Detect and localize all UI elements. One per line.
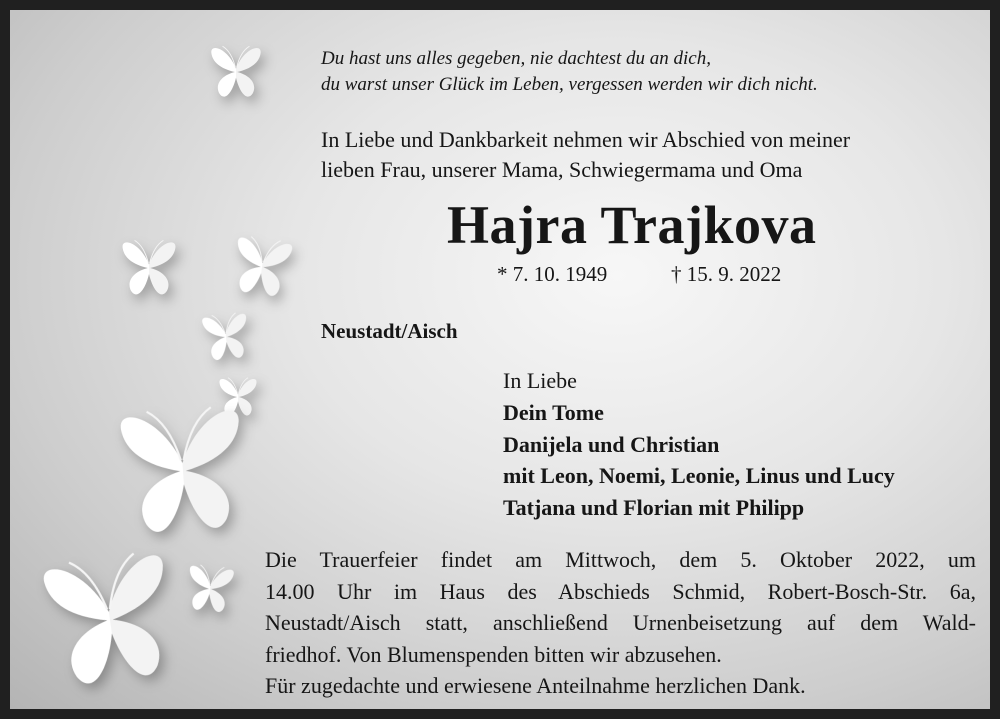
- place-name: Neustadt/Aisch: [321, 319, 458, 343]
- signature-opening: In Liebe: [503, 368, 577, 393]
- butterfly-icon: [27, 542, 192, 697]
- poem-line: Du hast uns alles gegeben, nie dachtest du an dich,: [321, 48, 711, 69]
- signature-block: [503, 365, 895, 524]
- service-line: 14.00 Uhr im Haus des Abschieds Schmid, Robert-Bosch-Str. 6a,: [265, 578, 976, 604]
- signature-name: Dein Tome: [503, 399, 604, 425]
- service-line: Für zugedachte und erwiesene Anteilnahme herzlichen Dank.: [265, 673, 806, 698]
- signature-name: Tatjana und Florian mit Philipp: [503, 495, 805, 521]
- butterfly-icon: [104, 399, 263, 543]
- butterfly-icon: [224, 232, 300, 303]
- deceased-name: Hajra Trajkova: [447, 195, 817, 255]
- intro-text: [321, 125, 850, 185]
- signature-name: mit Leon, Noemi, Leonie, Linus und Lucy: [503, 463, 895, 489]
- poem: [321, 46, 818, 98]
- intro-line: In Liebe und Dankbarkeit nehmen wir Abschied von meiner: [321, 127, 851, 152]
- service-line: friedhof. Von Blumenspenden bitten wir abzusehen.: [265, 641, 722, 667]
- service-line: Neustadt/Aisch statt, anschließend Urnenbeisetzung auf dem Wald-: [265, 610, 976, 635]
- butterfly-icon: [206, 44, 266, 100]
- butterfly-icon: [115, 238, 183, 298]
- service-line: Die Trauerfeier findet am Mittwoch, dem 5. Oktober 2022, um: [265, 547, 976, 572]
- intro-line: lieben Frau, unserer Mama, Schwiegermama und Oma: [321, 157, 803, 182]
- signature-name: Danijela und Christian: [503, 431, 720, 457]
- death-date: † 15. 9. 2022: [671, 262, 782, 286]
- butterfly-icon: [180, 561, 241, 617]
- service-info: [265, 544, 976, 702]
- poem-line: du warst unser Glück im Leben, vergessen werden wir dich nicht.: [321, 74, 818, 95]
- butterfly-icon: [198, 309, 255, 364]
- birth-date: * 7. 10. 1949: [497, 262, 608, 286]
